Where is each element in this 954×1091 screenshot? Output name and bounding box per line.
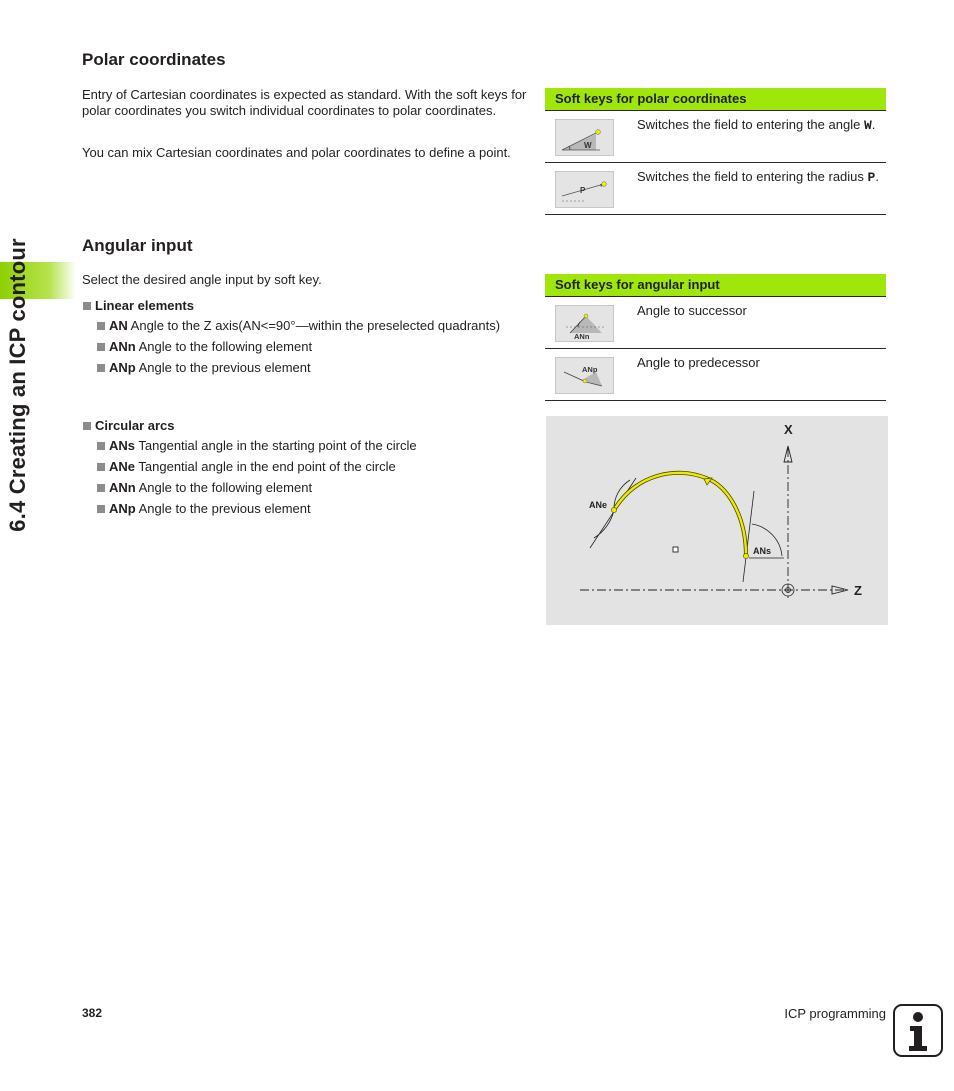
list-term: ANp: [109, 501, 136, 516]
list-desc: Tangential angle in the starting point of the circle: [135, 438, 417, 453]
polar-paragraph-1: Entry of Cartesian coordinates is expected as standard. With the soft keys for polar coordinates you switch individual coordinates to polar coordinates.: [82, 87, 527, 118]
polar-table-header: Soft keys for polar coordinates: [545, 88, 886, 110]
list-desc: Angle to the previous element: [135, 501, 311, 516]
angular-heading: Angular input: [82, 236, 193, 255]
list-term: ANp: [109, 360, 136, 375]
polar-row-2-end: .: [875, 168, 879, 184]
circular-arcs-list: [82, 418, 512, 522]
softkey-ann-label: ANn: [574, 331, 590, 341]
polar-row-2-desc: Switches the field to entering the radius: [637, 168, 868, 184]
table-row: [545, 348, 886, 400]
footer-section-title: ICP programming: [784, 1006, 886, 1021]
chapter-side-tab: [0, 0, 76, 1091]
table-row: [545, 162, 886, 214]
z-axis-label: Z: [854, 583, 862, 598]
angle-successor-softkey-icon: [555, 305, 614, 342]
list-item: [82, 339, 512, 355]
softkey-w-label: W: [584, 140, 592, 150]
list-group-title: Circular arcs: [82, 418, 512, 434]
angular-intro: Select the desired angle input by soft key.: [82, 272, 322, 287]
list-item: [82, 480, 512, 496]
polar-row-1-end: .: [871, 116, 876, 132]
polar-row-2-code: P: [867, 169, 876, 185]
list-item: [82, 501, 512, 517]
list-desc: Tangential angle in the end point of the circle: [135, 459, 396, 474]
radius-p-softkey-icon: [555, 171, 614, 208]
list-item: [82, 318, 512, 334]
linear-elements-list: [82, 298, 512, 381]
polar-row-1-desc: Switches the field to entering the angle: [637, 116, 864, 132]
angle-w-softkey-icon: [555, 119, 614, 156]
angular-softkey-table: [545, 274, 886, 401]
list-desc: Angle to the following element: [135, 339, 313, 354]
list-item: [82, 459, 512, 475]
list-term: ANs: [109, 438, 136, 453]
list-desc: Angle to the following element: [135, 480, 313, 495]
ans-label: ANs: [753, 546, 772, 556]
list-desc: Angle to the Z axis(AN<=90°—within the preselected quadrants): [127, 318, 501, 333]
page-number: 382: [82, 1006, 103, 1020]
list-item: [82, 438, 512, 454]
angular-row-2-text: Angle to predecessor: [627, 348, 886, 400]
list-term: AN: [109, 318, 128, 333]
list-term: ANe: [109, 459, 136, 474]
polar-row-2-text: [627, 162, 886, 214]
x-axis-label: X: [784, 422, 793, 437]
info-icon: [893, 1004, 943, 1057]
polar-row-1-code: W: [863, 117, 872, 133]
list-item: [82, 360, 512, 376]
list-desc: Angle to the previous element: [135, 360, 311, 375]
angular-row-1-text: Angle to successor: [627, 296, 886, 348]
table-row: [545, 110, 886, 162]
angular-table-header: Soft keys for angular input: [545, 274, 886, 296]
softkey-anp-label: ANp: [582, 364, 598, 374]
list-term: ANn: [109, 480, 136, 495]
chapter-title-text: 6.4 Creating an ICP contour: [5, 238, 30, 532]
table-row: [545, 296, 886, 348]
angle-predecessor-softkey-icon: [555, 357, 614, 394]
list-term: ANn: [109, 339, 136, 354]
ane-label: ANe: [589, 500, 608, 510]
polar-softkey-table: [545, 88, 886, 215]
list-group-title: Linear elements: [82, 298, 512, 314]
softkey-p-label: P: [580, 185, 586, 195]
polar-heading: Polar coordinates: [82, 50, 226, 69]
polar-paragraph-2: You can mix Cartesian coordinates and polar coordinates to define a point.: [82, 145, 511, 160]
polar-row-1-text: [627, 110, 886, 162]
angle-diagram: [546, 416, 888, 625]
